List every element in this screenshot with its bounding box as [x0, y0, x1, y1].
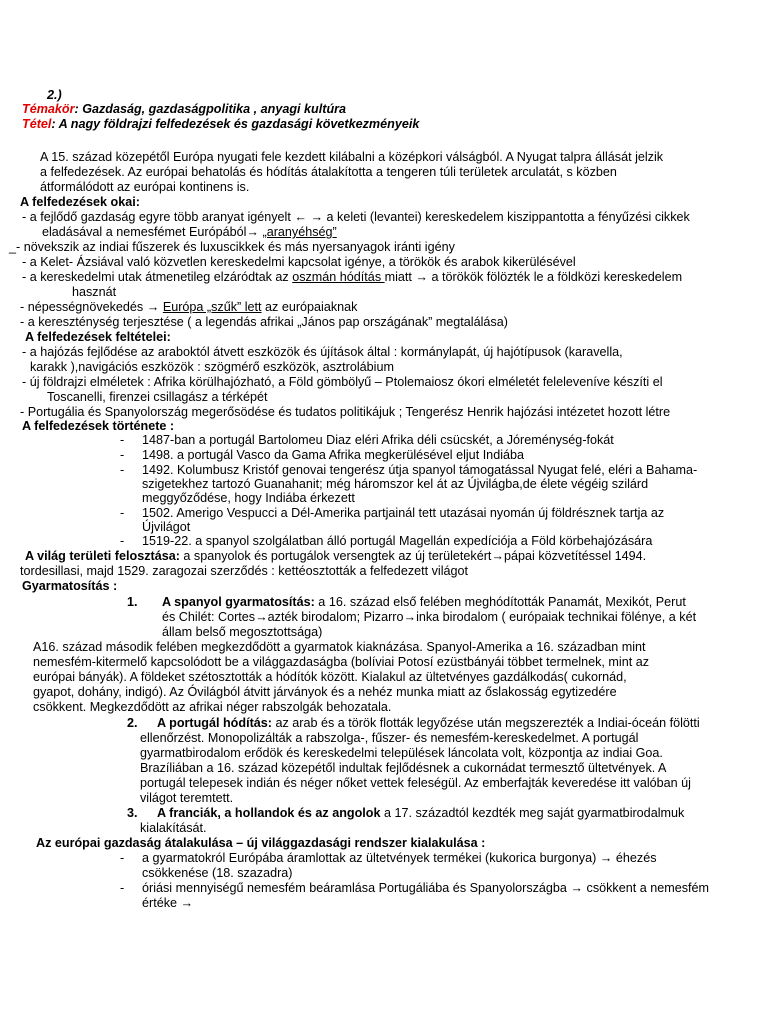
- colonization-text: a 16. század első felében meghódították Panamát, Mexikót, Perut: [314, 595, 686, 609]
- colonization-title: A franciák, a hollandok és az angolok: [157, 806, 381, 820]
- colonization-item-cont: kialakítását.: [140, 821, 207, 835]
- cause-text: miatt → a törökök fölözték le a földközi kereskedelem: [384, 270, 683, 284]
- section-number: 2.): [47, 88, 62, 102]
- history-item: 1492. Kolumbusz Kristóf genovai tengerész útja spanyol támogatással Nyugat felé, eléri a Bahama-: [142, 463, 698, 477]
- history-item-cont: szigetekhez tartozó Guanahanit; még háromszor kel át az Újvilágba,de élete végéig szilárd: [142, 477, 649, 491]
- history-item-cont: meggyőződése, hogy Indiába érkezett: [142, 491, 355, 505]
- cause-item-cont: hasznát: [72, 285, 117, 299]
- colonization-item-cont: Brazíliában a 16. század közepétől indultak fejlődésnek a cukornádat termesztő ültetvények. A: [140, 761, 667, 775]
- colonization-item-cont: gyarmatbirodalom erődök és kereskedelmi települések láncolata volt, központja az indiai Goa.: [140, 746, 663, 760]
- cause-text: eladásával a nemesfémet Európából→: [42, 225, 263, 239]
- history-item: 1498. a portugál Vasco da Gama Afrika megkerülésével eljut Indiába: [142, 448, 525, 462]
- cause-item: - a Kelet- Ázsiával való közvetlen kereskedelmi kapcsolat igénye, a törökök és arabok kikerülésével: [22, 255, 576, 269]
- colonization-item-cont: világot teremtett.: [140, 791, 234, 805]
- list-dash: -: [120, 534, 125, 548]
- division-text: a spanyolok és portugálok versengtek az új területekért→pápai közvetítéssel 1494.: [179, 549, 647, 563]
- list-dash: -: [120, 881, 125, 895]
- colonization-item-cont: portugál telepesek indián és néger nőket vettek feleségül. Az emberfajták keveredése itt valóban új: [140, 776, 691, 790]
- colonization-text: az arab és a török flották legyőzése után megszerezték a Indiai-óceán fölötti: [271, 716, 700, 730]
- division-line: [25, 549, 646, 564]
- colonization-item-cont: ellenőrzést. Monopolizálták a rabszolga-, fűszer- és nemesfém-kereskedelmet. A portugál: [140, 731, 639, 745]
- history-heading: A felfedezések története :: [22, 419, 175, 433]
- colonization-item-cont: és Chilét: Cortes→azték birodalom; Pizarro→inka birodalom ( európaiak technikai fölénye, a két: [162, 610, 697, 624]
- history-item: 1502. Amerigo Vespucci a Dél-Amerika partjainál tett utazásai nyomán új földrésznek tartja az: [142, 506, 665, 520]
- paragraph-line: A16. század második felében megkezdődött a gyarmatok kiaknázása. Spanyol-Amerika a 16. században mint: [33, 640, 646, 654]
- paragraph-line: gyapot, dohány, indigó). Az Óvilágból átvitt járványok és a nehéz munka miatt az őslakosság egytizedére: [33, 685, 617, 699]
- intro-line: a felfedezések. Az európai behatolás és hódítás átalakította a tengeren túli területek arculatát, s közben: [40, 165, 617, 179]
- cause-item: - a kereszténység terjesztése ( a legendás afrikai „János pap országának” megtalálása): [20, 315, 508, 329]
- cause-item: _- növekszik az indiai fűszerek és luxuscikkek és más nyersanyagok iránti igény: [9, 240, 455, 254]
- cause-emphasis: Európa „szűk” lett: [162, 300, 262, 314]
- thesis-text: : A nagy földrajzi felfedezések és gazdasági következményeik: [51, 117, 420, 131]
- history-item-cont: Újvilágot: [142, 520, 191, 534]
- history-item: 1487-ban a portugál Bartolomeu Diaz eléri Afrika déli csücskét, a Jóreménység-fokát: [142, 433, 614, 447]
- transformation-item-cont: csökkenése (18. szazadra): [142, 866, 293, 880]
- colonization-item-cont: állam belső megosztottsága): [162, 625, 323, 639]
- numbered-marker: 1.: [127, 595, 138, 609]
- cause-emphasis: „aranyéhség”: [262, 225, 337, 239]
- causes-heading: A felfedezések okai:: [20, 195, 140, 209]
- cause-item-cont: [42, 225, 337, 240]
- cause-text: - népességnövekedés →: [20, 300, 163, 314]
- transformation-heading: Az európai gazdaság átalakulása – új világgazdasági rendszer kialakulása :: [36, 836, 486, 850]
- condition-item-cont: karakk ),navigációs eszközök : szögmérő eszközök, asztrolábium: [30, 360, 394, 374]
- cause-item: [22, 270, 682, 285]
- list-dash: -: [120, 506, 125, 520]
- intro-line: átformálódott az európai kontinens is.: [40, 180, 250, 194]
- list-dash: -: [120, 448, 125, 462]
- numbered-marker: 3.: [127, 806, 138, 820]
- colonization-item: [157, 716, 700, 731]
- division-label: A világ területi felosztása:: [25, 549, 180, 563]
- paragraph-line: európai bányák). A földeket szétosztották a hódítók között. Kialakul az ültetvényes gazdálkodás( cukornád,: [33, 670, 627, 684]
- thesis-label: Tétel: [22, 117, 52, 131]
- cause-text: az európaiaknak: [261, 300, 358, 314]
- colonization-title: A portugál hódítás:: [157, 716, 272, 730]
- colonization-heading: Gyarmatosítás :: [22, 579, 118, 593]
- numbered-marker: 2.: [127, 716, 138, 730]
- condition-item: - a hajózás fejlődése az araboktól átvett eszközök és újítások által : kormánylapát, új hajótípusok (karavella,: [22, 345, 623, 359]
- colonization-item: [157, 806, 684, 821]
- transformation-item: óriási mennyiségű nemesfém beáramlása Portugáliába és Spanyolországba → csökkent a nemesfém: [142, 881, 710, 895]
- colonization-title: A spanyol gyarmatosítás:: [162, 595, 315, 609]
- list-dash: -: [120, 433, 125, 447]
- colonization-text: a 17. századtól kezdték meg saját gyarmatbirodalmuk: [380, 806, 685, 820]
- cause-emphasis: oszmán hódítás: [292, 270, 385, 284]
- thesis-line: [22, 117, 419, 132]
- topic-label: Témakör: [22, 102, 75, 116]
- list-dash: -: [120, 851, 125, 865]
- condition-item: - új földrajzi elméletek : Afrika körülhajózható, a Föld gömbölyű – Ptolemaiosz ókori elméletét feleleveníve készíti el: [22, 375, 663, 389]
- cause-item: [20, 300, 357, 315]
- division-line: tordesillasi, majd 1529. zaragozai szerződés : kettéosztották a felfedezett világot: [20, 564, 469, 578]
- history-item: 1519-22. a spanyol szolgálatban álló portugál Magellán expedíciója a Föld körbehajózására: [142, 534, 653, 548]
- paragraph-line: csökkent. Megkezdődött az afrikai néger rabszolgák behozatala.: [33, 700, 392, 714]
- transformation-item-cont: értéke →: [142, 896, 194, 910]
- transformation-item: a gyarmatokról Európába áramlottak az ültetvények termékei (kukorica burgonya) → éhezés: [142, 851, 657, 865]
- topic-text: : Gazdaság, gazdaságpolitika , anyagi kultúra: [74, 102, 347, 116]
- paragraph-line: nemesfém-kitermelő kapcsolódott be a világgazdaságba (bolíviai Potosí ezüstbányái többet termelnek, mint az: [33, 655, 650, 669]
- cause-text: - a kereskedelmi utak átmenetileg elzáródtak az: [22, 270, 293, 284]
- condition-item-cont: Toscanelli, firenzei csillagász a térképét: [47, 390, 268, 404]
- condition-item: - Portugália és Spanyolország megerősödése és tudatos politikájuk ; Tengerész Henrik hajózási intézetet hozott létre: [20, 405, 671, 419]
- list-dash: -: [120, 463, 125, 477]
- conditions-heading: A felfedezések feltételei:: [25, 330, 171, 344]
- colonization-item: [162, 595, 686, 610]
- cause-item: - a fejlődő gazdaság egyre több aranyat igényelt ← → a keleti (levantei) kereskedelem kiszippantotta a fényűzési cikkek: [22, 210, 690, 224]
- topic-line: [22, 102, 346, 117]
- intro-line: A 15. század közepétől Európa nyugati fele kezdett kilábalni a középkori válságból. A Nyugat talpra állását jelzik: [40, 150, 664, 164]
